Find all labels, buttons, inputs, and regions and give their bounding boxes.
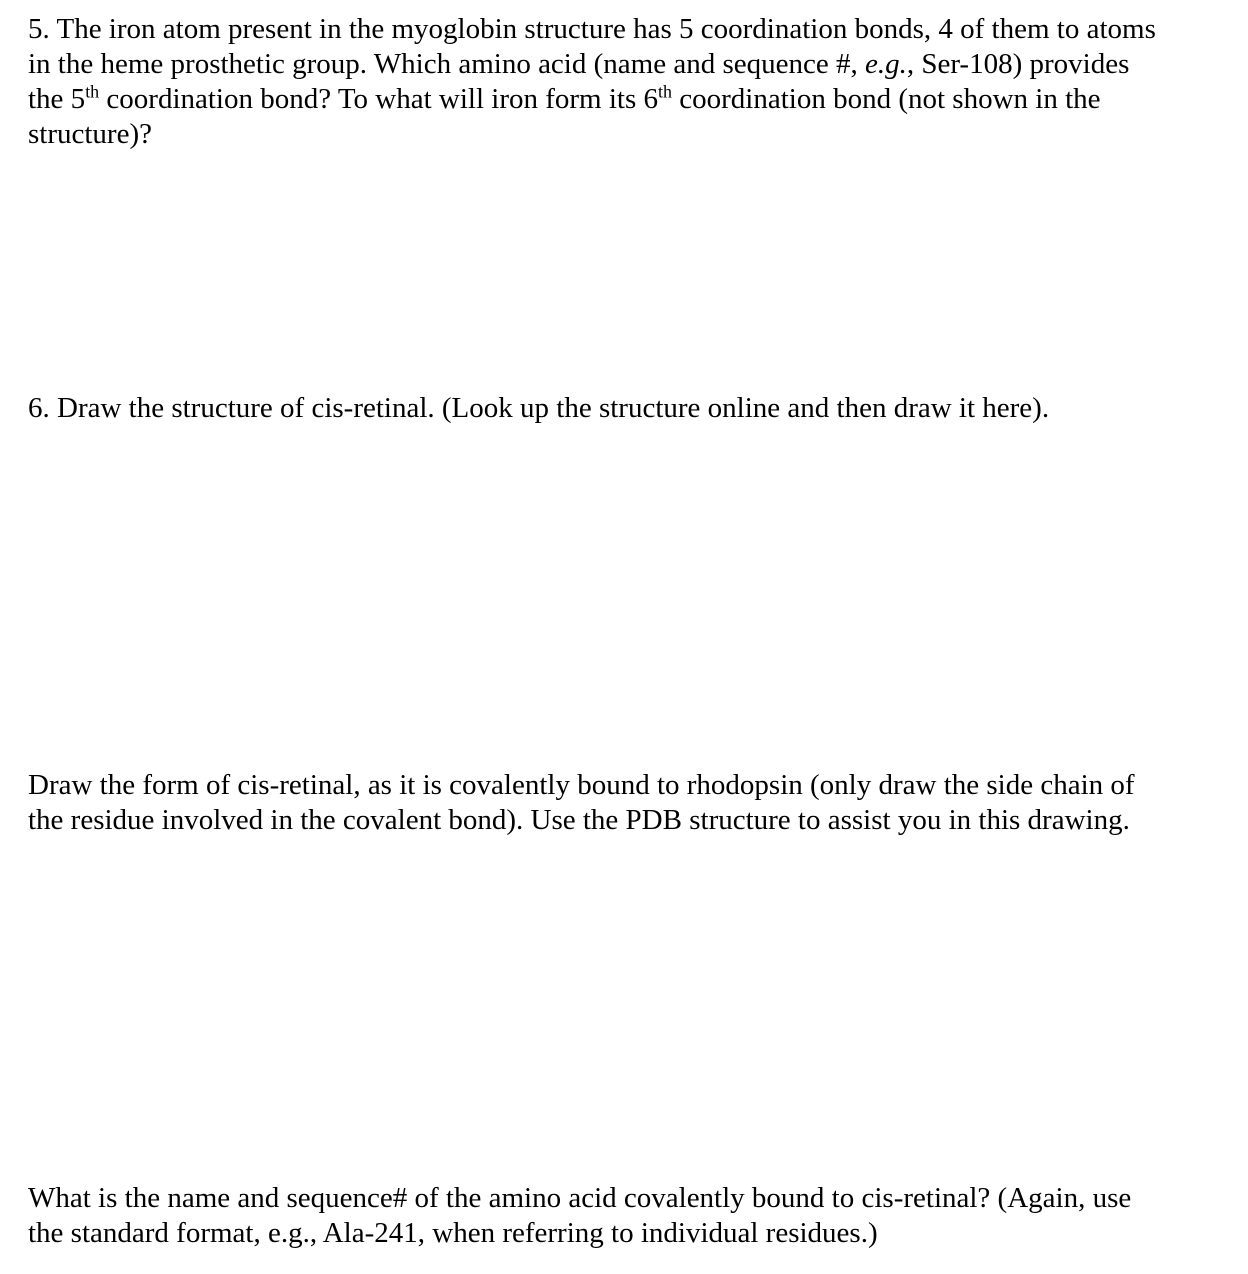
superscript-th-1: th [85, 81, 100, 102]
question-5-line-4: structure)? [28, 118, 152, 150]
question-6 [28, 391, 1218, 426]
superscript-th-2: th [658, 81, 672, 102]
question-5-line-2: in the heme prosthetic group. Which amino acid (name and sequence #, e.g., Ser-108) provides [28, 48, 1130, 80]
question-6c-line-1: What is the name and sequence# of the amino acid covalently bound to cis-retinal? (Again, use [28, 1182, 1132, 1214]
question-5 [28, 12, 1218, 152]
question-6b-line-1: Draw the form of cis-retinal, as it is covalently bound to rhodopsin (only draw the side chain of [28, 769, 1135, 801]
question-6-line-1: 6. Draw the structure of cis-retinal. (Look up the structure online and then draw it here). [28, 392, 1050, 424]
eg-italic: e.g. [864, 48, 907, 80]
question-5-line-1: 5. The iron atom present in the myoglobin structure has 5 coordination bonds, 4 of them to atoms [28, 13, 1156, 45]
question-6-part-b [28, 768, 1218, 838]
question-5-line-3: the 5th coordination bond? To what will iron form its 6th coordination bond (not shown in the [28, 81, 1101, 115]
question-6-part-c [28, 1181, 1218, 1251]
question-6c-line-2: the standard format, e.g., Ala-241, when referring to individual residues.) [28, 1217, 878, 1249]
question-6b-line-2: the residue involved in the covalent bond). Use the PDB structure to assist you in this drawing. [28, 804, 1130, 836]
